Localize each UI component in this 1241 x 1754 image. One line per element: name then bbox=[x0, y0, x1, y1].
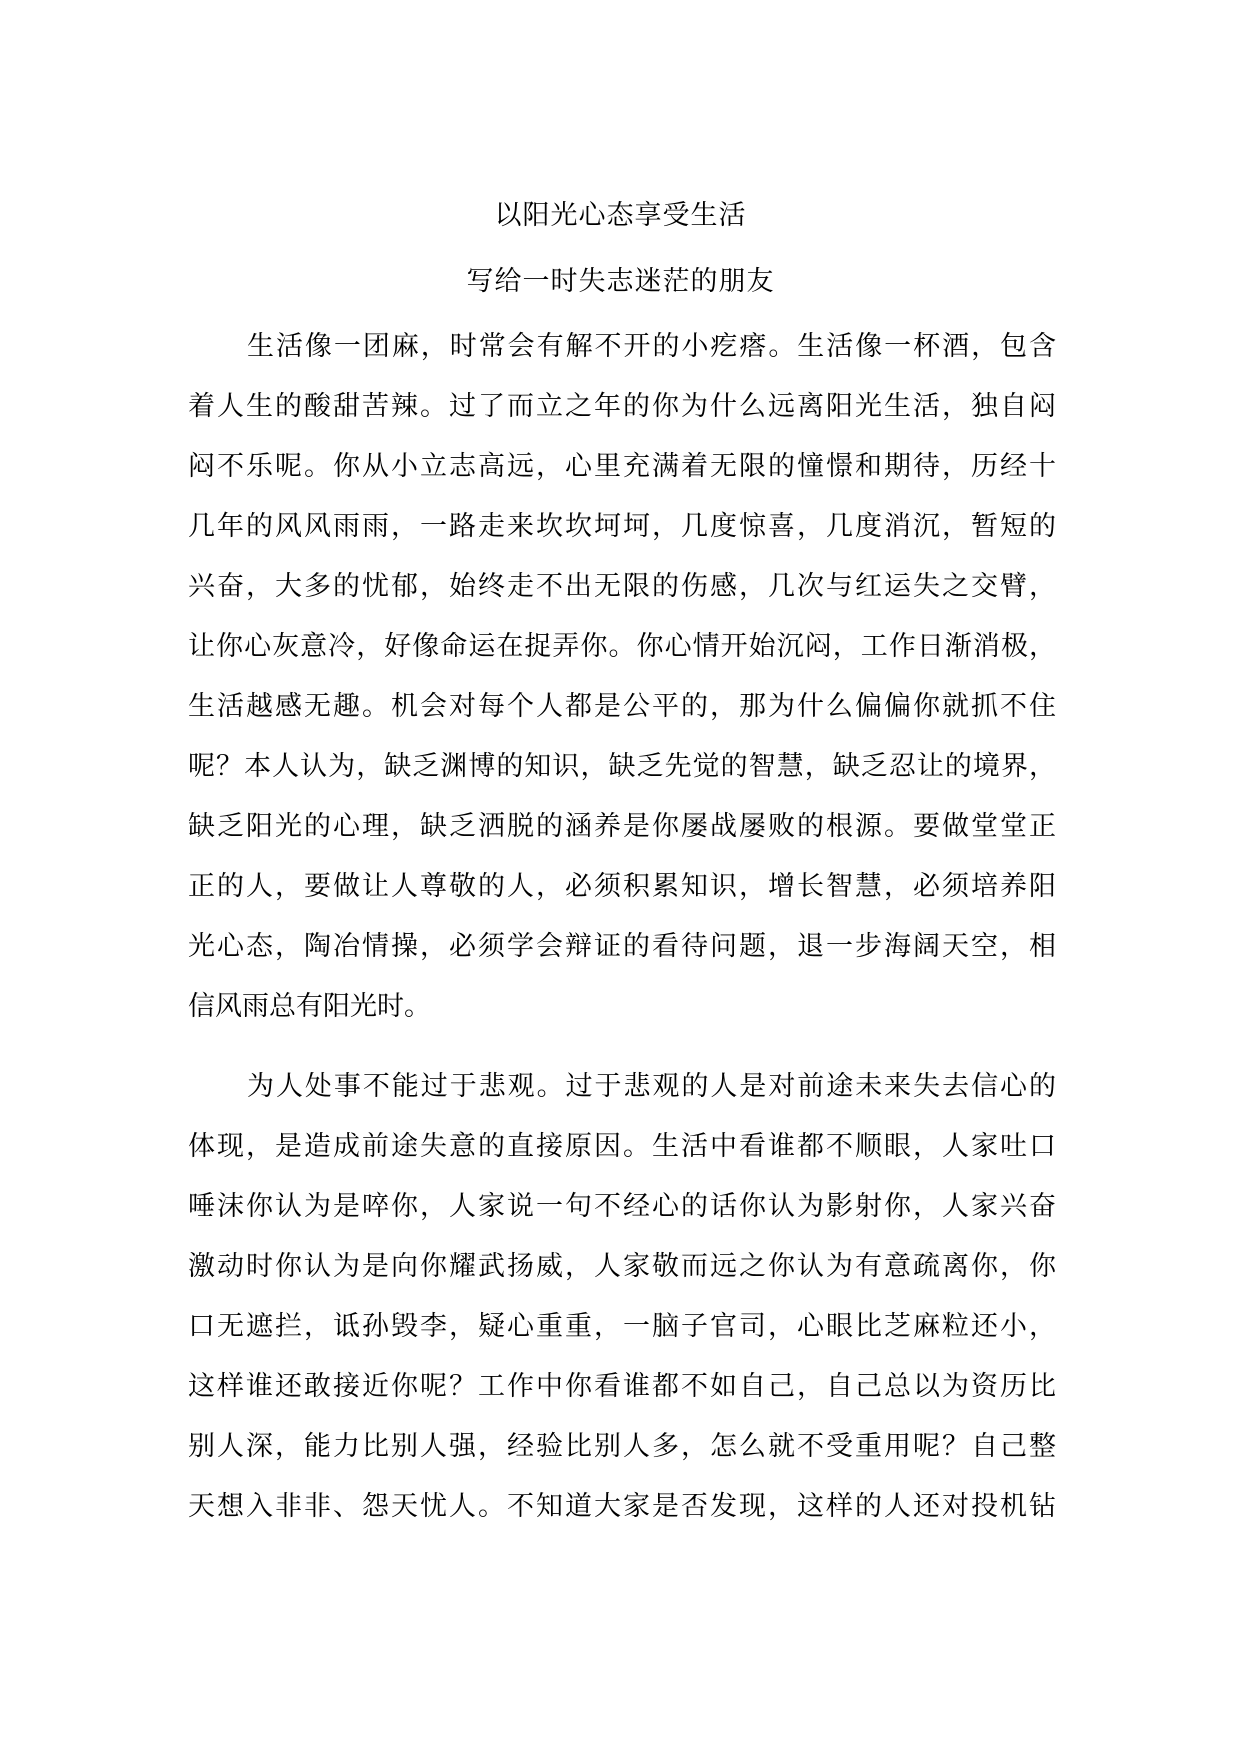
paragraph-1-line: 光心态，陶冶情操，必须学会辩证的看待问题，退一步海阔天空，相 bbox=[188, 931, 1056, 962]
paragraph-1-line: 几年的风风雨雨，一路走来坎坎坷坷，几度惊喜，几度消沉，暂短的 bbox=[188, 511, 1056, 542]
paragraph-2-line: 天想入非非、怨天忧人。不知道大家是否发现，这样的人还对投机钻 bbox=[188, 1491, 1056, 1522]
paragraph-2-line: 唾沫你认为是啐你，人家说一句不经心的话你认为影射你，人家兴奋 bbox=[188, 1191, 1056, 1222]
paragraph-2-line: 体现，是造成前途失意的直接原因。生活中看谁都不顺眼，人家吐口 bbox=[188, 1131, 1056, 1162]
paragraph-1-line: 缺乏阳光的心理，缺乏洒脱的涵养是你屡战屡败的根源。要做堂堂正 bbox=[188, 811, 1056, 842]
paragraph-1-line: 生活像一团麻，时常会有解不开的小疙瘩。生活像一杯酒，包含 bbox=[247, 331, 1056, 362]
paragraph-2-line: 别人深，能力比别人强，经验比别人多，怎么就不受重用呢？自己整 bbox=[188, 1431, 1056, 1462]
paragraph-1-line: 兴奋，大多的忧郁，始终走不出无限的伤感，几次与红运失之交臂， bbox=[188, 571, 1056, 602]
paragraph-2-line: 激动时你认为是向你耀武扬威，人家敬而远之你认为有意疏离你，你 bbox=[188, 1251, 1056, 1282]
paragraph-2-line: 为人处事不能过于悲观。过于悲观的人是对前途未来失去信心的 bbox=[247, 1071, 1056, 1102]
paragraph-1-line: 信风雨总有阳光时。 bbox=[188, 991, 431, 1022]
document-title: 以阳光心态享受生活 bbox=[494, 200, 747, 231]
paragraph-1-line: 正的人，要做让人尊敬的人，必须积累知识，增长智慧，必须培养阳 bbox=[188, 871, 1056, 902]
paragraph-1-line: 呢？本人认为，缺乏渊博的知识，缺乏先觉的智慧，缺乏忍让的境界， bbox=[188, 751, 1056, 782]
paragraph-1-line: 让你心灰意冷，好像命运在捉弄你。你心情开始沉闷，工作日渐消极， bbox=[188, 631, 1056, 662]
paragraph-1-line: 闷不乐呢。你从小立志高远，心里充满着无限的憧憬和期待，历经十 bbox=[188, 451, 1056, 482]
paragraph-1-line: 着人生的酸甜苦辣。过了而立之年的你为什么远离阳光生活，独自闷 bbox=[188, 391, 1056, 422]
paragraph-1-line: 生活越感无趣。机会对每个人都是公平的，那为什么偏偏你就抓不住 bbox=[188, 691, 1056, 722]
document-subtitle: 写给一时失志迷茫的朋友 bbox=[466, 266, 775, 297]
paragraph-2-line: 这样谁还敢接近你呢？工作中你看谁都不如自己，自己总以为资历比 bbox=[188, 1371, 1056, 1402]
paragraph-2-line: 口无遮拦，诋孙毁李，疑心重重，一脑子官司，心眼比芝麻粒还小， bbox=[188, 1311, 1056, 1342]
